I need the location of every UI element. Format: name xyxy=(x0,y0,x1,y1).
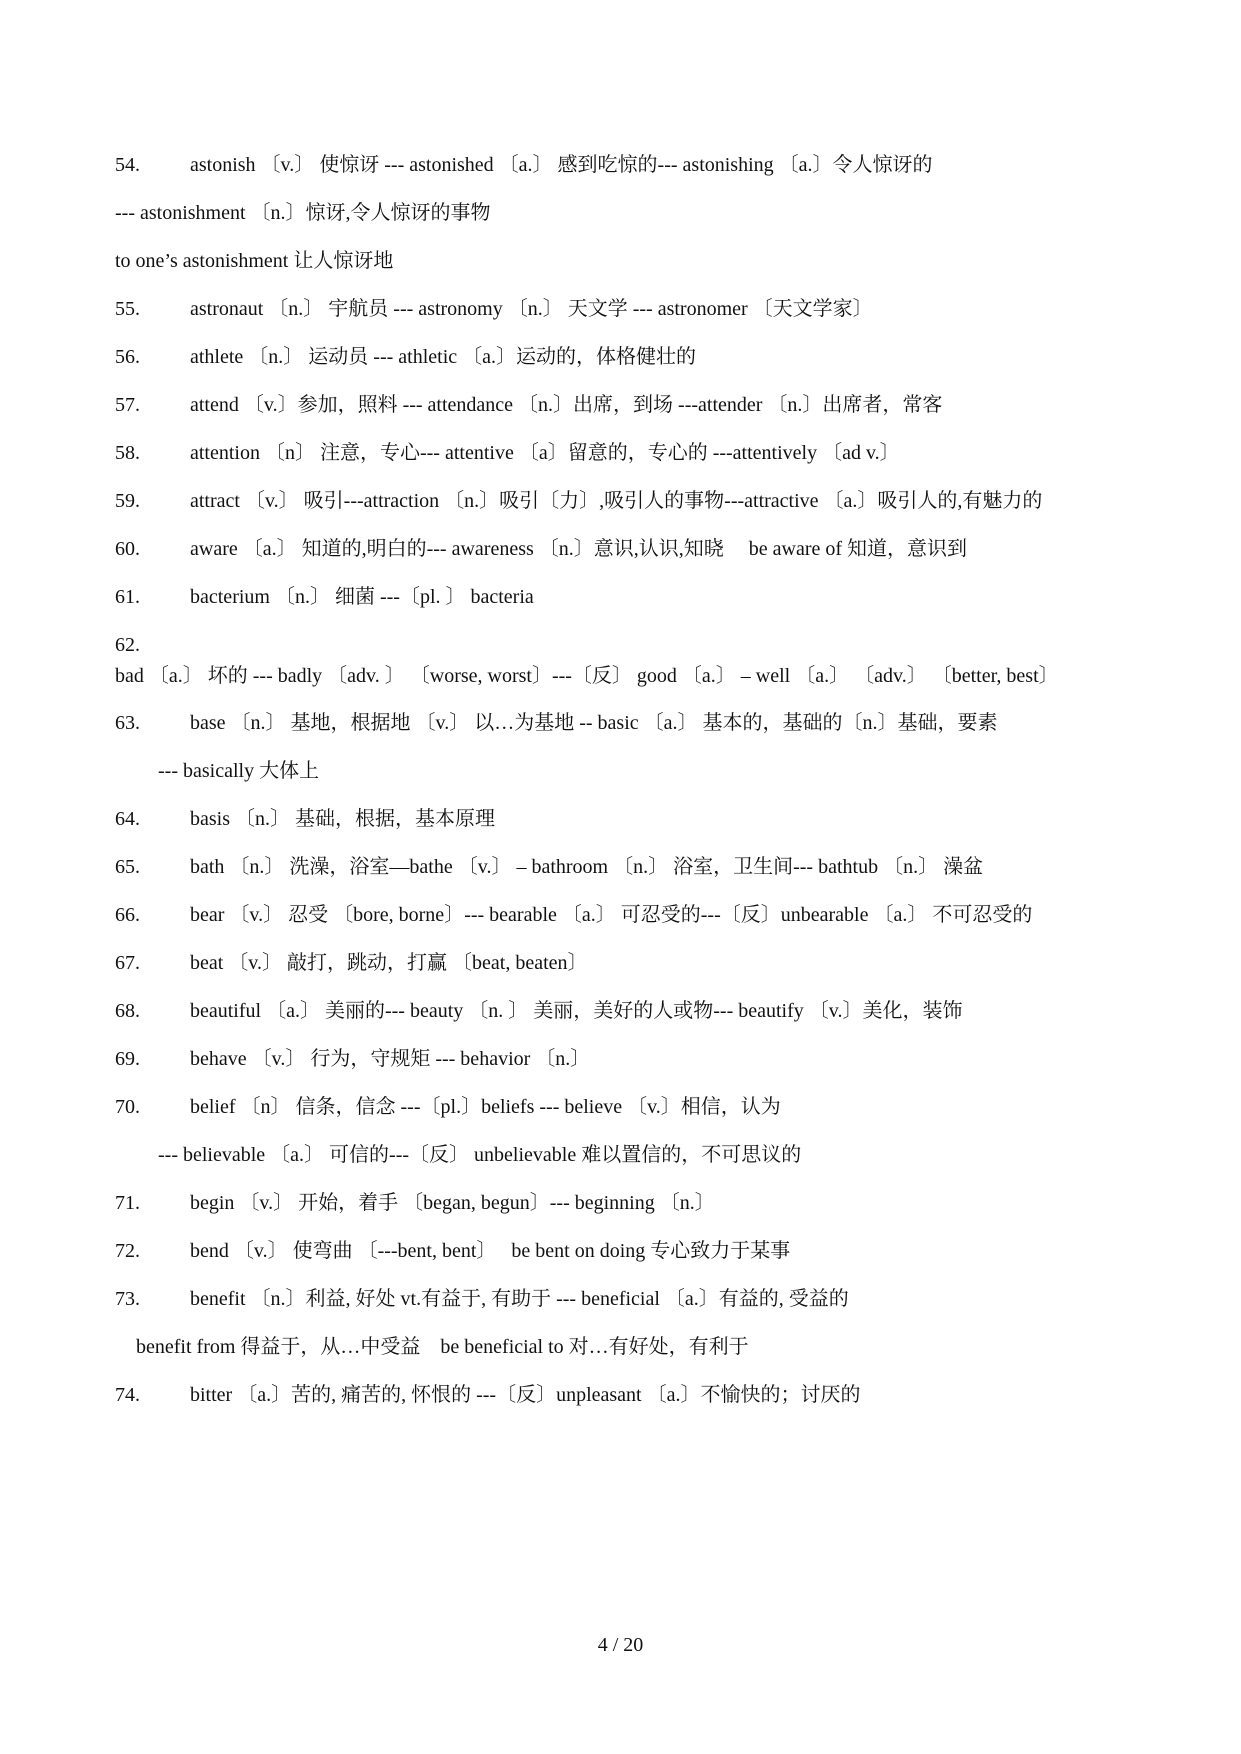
entry-number: 65. xyxy=(115,856,140,878)
entry-65 xyxy=(115,852,1131,882)
entry-59 xyxy=(115,486,1131,516)
entry-number: 59. xyxy=(115,490,140,512)
entry-text: benefit 〔n.〕利益, 好处 vt.有益于, 有助于 --- beneficial 〔a.〕有益的, 受益的 xyxy=(190,1288,849,1310)
entry-text: attend 〔v.〕参加，照料 --- attendance 〔n.〕出席，到场 ---attender 〔n.〕出席者，常客 xyxy=(190,394,943,416)
entry-text: beat 〔v.〕 敲打，跳动，打赢 〔beat, beaten〕 xyxy=(190,952,588,974)
entry-number: 63. xyxy=(115,712,140,734)
entry-number: 60. xyxy=(115,538,140,560)
entry-text: bacterium 〔n.〕 细菌 ---〔pl. 〕 bacteria xyxy=(190,586,534,608)
entry-number: 71. xyxy=(115,1192,140,1214)
entry-text: aware 〔a.〕 知道的,明白的--- awareness 〔n.〕意识,认识,知晓 be aware of 知道，意识到 xyxy=(190,538,968,560)
entry-66 xyxy=(115,900,1131,930)
entry-text: --- basically 大体上 xyxy=(158,760,320,782)
entry-text: beautiful 〔a.〕 美丽的--- beauty 〔n. 〕 美丽，美好的人或物--- beautify 〔v.〕美化，装饰 xyxy=(190,1000,963,1022)
entry-58 xyxy=(115,438,1131,468)
entry-number: 67. xyxy=(115,952,140,974)
entry-68 xyxy=(115,996,1131,1026)
entry-text: bend 〔v.〕 使弯曲 〔---bent, bent〕 be bent on doing 专心致力于某事 xyxy=(190,1240,791,1262)
entry-text: basis 〔n.〕 基础，根据，基本原理 xyxy=(190,808,495,830)
entry-number: 55. xyxy=(115,298,140,320)
entry-text: --- astonishment 〔n.〕惊讶,令人惊讶的事物 xyxy=(115,202,491,224)
entry-text: bad 〔a.〕 坏的 --- badly 〔adv. 〕 〔worse, worst〕---〔反〕 good 〔a.〕 – well 〔a.〕 〔adv.〕 〔better, best〕 xyxy=(115,665,1059,687)
entry-71 xyxy=(115,1188,1131,1218)
entry-text: attention 〔n〕 注意，专心--- attentive 〔a〕留意的，专心的 ---attentively 〔ad v.〕 xyxy=(190,442,900,464)
entry-text: bitter 〔a.〕苦的, 痛苦的, 怀恨的 ---〔反〕unpleasant 〔a.〕不愉快的；讨厌的 xyxy=(190,1384,861,1406)
entry-54-continuation-2 xyxy=(115,246,1131,276)
entry-number: 62. xyxy=(115,634,140,656)
entry-number: 57. xyxy=(115,394,140,416)
entry-73-continuation xyxy=(136,1332,1131,1362)
entry-73 xyxy=(115,1284,1131,1314)
entry-text: astonish 〔v.〕 使惊讶 --- astonished 〔a.〕 感到吃惊的--- astonishing 〔a.〕令人惊讶的 xyxy=(190,154,933,176)
entry-number: 61. xyxy=(115,586,140,608)
entry-text: belief 〔n〕 信条，信念 ---〔pl.〕beliefs --- believe 〔v.〕相信，认为 xyxy=(190,1096,781,1118)
entry-text: benefit from 得益于，从…中受益 be beneficial to 对…有好处，有利于 xyxy=(136,1336,749,1358)
entry-67 xyxy=(115,948,1131,978)
entry-text: behave 〔v.〕 行为，守规矩 --- behavior 〔n.〕 xyxy=(190,1048,591,1070)
entry-54 xyxy=(115,150,1131,180)
entry-text: begin 〔v.〕 开始，着手 〔began, begun〕--- beginning 〔n.〕 xyxy=(190,1192,715,1214)
entry-63 xyxy=(115,708,1131,738)
entry-70-continuation xyxy=(158,1140,1131,1170)
entry-72 xyxy=(115,1236,1131,1266)
entry-number: 69. xyxy=(115,1048,140,1070)
entry-number: 54. xyxy=(115,154,140,176)
entry-text: bear 〔v.〕 忍受 〔bore, borne〕--- bearable 〔a.〕 可忍受的---〔反〕unbearable 〔a.〕 不可忍受的 xyxy=(190,904,1033,926)
entry-number: 74. xyxy=(115,1384,140,1406)
entry-number: 73. xyxy=(115,1288,140,1310)
entry-54-continuation-1 xyxy=(115,198,1131,228)
entry-number: 72. xyxy=(115,1240,140,1262)
entry-text: astronaut 〔n.〕 宇航员 --- astronomy 〔n.〕 天文学 --- astronomer 〔天文学家〕 xyxy=(190,298,873,320)
entry-56 xyxy=(115,342,1131,372)
entry-57 xyxy=(115,390,1131,420)
entry-number: 70. xyxy=(115,1096,140,1118)
entry-text: attract 〔v.〕 吸引---attraction 〔n.〕吸引〔力〕,吸引人的事物---attractive 〔a.〕吸引人的,有魅力的 xyxy=(190,490,1043,512)
entry-74 xyxy=(115,1380,1131,1410)
entry-text: --- believable 〔a.〕 可信的---〔反〕 unbelievable 难以置信的，不可思议的 xyxy=(158,1144,802,1166)
entry-70 xyxy=(115,1092,1131,1122)
entry-number: 56. xyxy=(115,346,140,368)
entry-63-continuation xyxy=(158,756,1131,786)
entry-60 xyxy=(115,534,1131,564)
entry-number: 68. xyxy=(115,1000,140,1022)
entry-text: base 〔n.〕 基地，根据地 〔v.〕 以…为基地 -- basic 〔a.〕 基本的，基础的〔n.〕基础，要素 xyxy=(190,712,998,734)
entry-55 xyxy=(115,294,1131,324)
entry-62 xyxy=(115,630,1131,692)
page-indicator: 4 / 20 xyxy=(597,1634,644,1656)
entry-number: 58. xyxy=(115,442,140,464)
entry-number: 66. xyxy=(115,904,140,926)
entry-69 xyxy=(115,1044,1131,1074)
entry-text: bath 〔n.〕 洗澡，浴室—bathe 〔v.〕 – bathroom 〔n.〕 浴室，卫生间--- bathtub 〔n.〕 澡盆 xyxy=(190,856,984,878)
entry-64 xyxy=(115,804,1131,834)
entry-text: athlete 〔n.〕 运动员 --- athletic 〔a.〕运动的，体格健壮的 xyxy=(190,346,697,368)
entry-61 xyxy=(115,582,1131,612)
entry-number: 64. xyxy=(115,808,140,830)
entry-text: to one’s astonishment 让人惊讶地 xyxy=(115,250,394,272)
